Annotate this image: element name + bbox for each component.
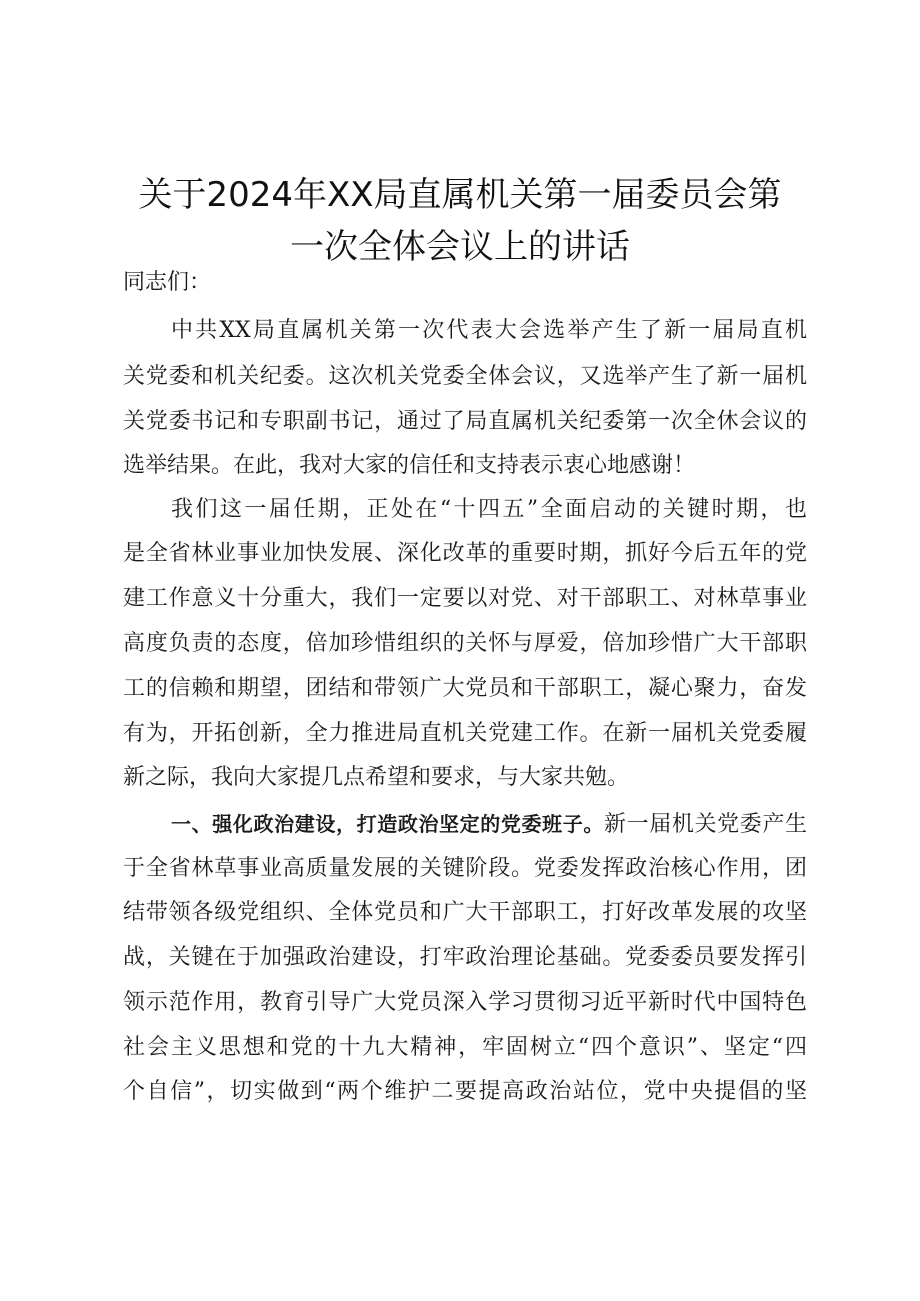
paragraph-3-first-line-rest: 新一届机关党委产生 xyxy=(604,812,807,837)
paragraph-3-line: 个自信”，切实做到“两个维护二要提高政治站位，党中央提倡的坚 xyxy=(123,1079,807,1104)
paragraph-3-line: 战，关键在于加强政治建设，打牢政治理论基础。党委委员要发挥引 xyxy=(123,945,807,970)
paragraph-2-line: 工的信赖和期望，团结和带领广大党员和干部职工，凝心聚力，奋发 xyxy=(123,676,807,701)
paragraph-1-line: 关党委书记和专职副书记，通过了局直属机关纪委第一次全休会议的 xyxy=(123,409,807,434)
paragraph-2-line: 是全省林业事业加快发展、深化改革的重要时期，抓好今后五年的党 xyxy=(123,541,807,566)
document-title-line-1: 关于2024年XX局直属机关第一届委员会第 xyxy=(138,175,782,215)
paragraph-2-line: 建工作意义十分重大，我们一定要以对党、对干部职工、对林草事业 xyxy=(123,586,807,611)
paragraph-3-line: 于全省林草事业高质量发展的关键阶段。党委发挥政治核心作用，团 xyxy=(123,856,807,881)
salutation: 同志们： xyxy=(123,270,212,295)
paragraph-2-line: 新之际，我向大家提几点希望和要求，与大家共勉。 xyxy=(123,765,630,790)
paragraph-1-line: 中共XX局直属机关第一次代表大会选举产生了新一届局直机 xyxy=(171,318,807,343)
paragraph-2-line: 有为，开拓创新，全力推进局直机关党建工作。在新一届机关党委履 xyxy=(123,721,807,746)
paragraph-2-line: 我们这一届任期，正处在“十四五”全面启动的关键时期，也 xyxy=(171,497,807,522)
section-heading: 一、强化政治建设，打造政治坚定的党委班子。 xyxy=(171,812,605,836)
paragraph-1-line: 选举结果。在此，我对大家的信任和支持表示衷心地感谢！ xyxy=(123,453,696,478)
paragraph-2-line: 高度负责的态度，倍加珍惜组织的关怀与厚爱，倍加珍惜广大干部职 xyxy=(123,631,807,656)
paragraph-3-line: 结带领各级党组织、全体党员和广大干部职工，打好改革发展的攻坚 xyxy=(123,900,807,925)
paragraph-3-first-line xyxy=(171,810,807,839)
paragraph-3-line: 领示范作用，教育引导广大党员深入学习贯彻习近平新时代中国特色 xyxy=(123,990,807,1015)
paragraph-3-line: 社会主义思想和党的十九大精神，牢固树立“四个意识”、坚定“四 xyxy=(123,1035,807,1060)
paragraph-1-line: 关党委和机关纪委。这次机关党委全体会议，又选举产生了新一届机 xyxy=(123,364,807,389)
document-title-line-2: 一次全体会议上的讲话 xyxy=(290,227,630,267)
